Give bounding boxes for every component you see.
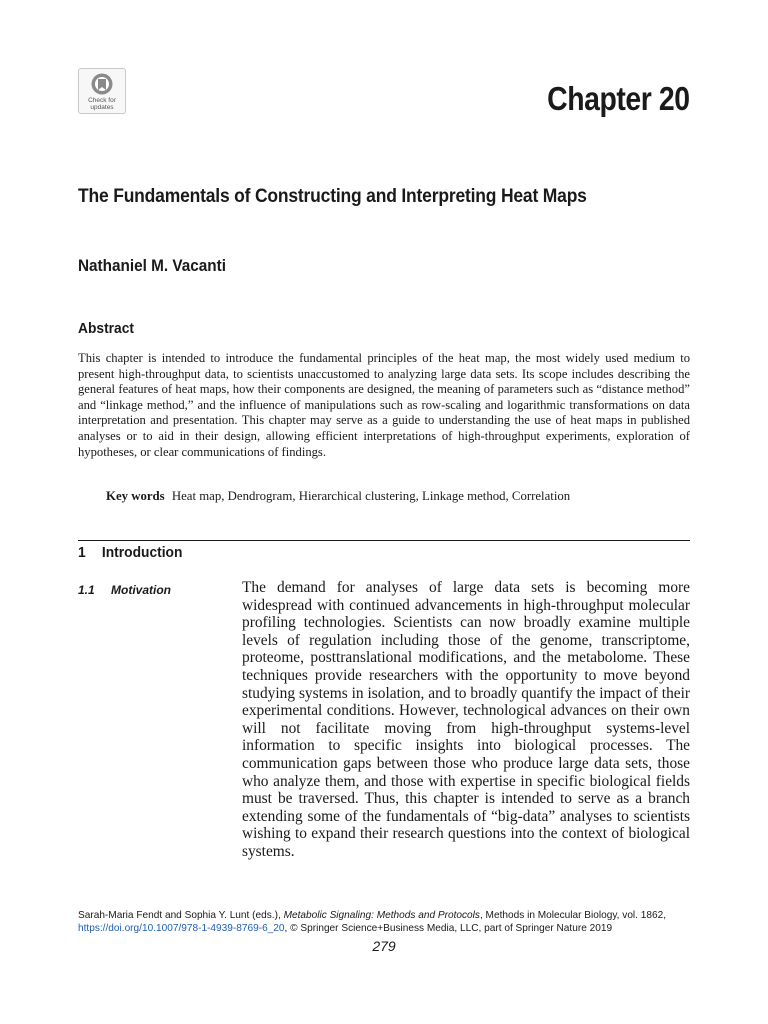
subsection-heading bbox=[78, 583, 171, 597]
footnote-publisher: , © Springer Science+Business Media, LLC, part of Springer Nature 2019 bbox=[284, 923, 613, 934]
page-number: 279 bbox=[372, 938, 396, 954]
footnote-editors: Sarah-Maria Fendt and Sophia Y. Lunt (eds.), bbox=[78, 910, 284, 921]
badge-text: Check for updates bbox=[88, 97, 116, 111]
keywords bbox=[106, 489, 706, 504]
abstract-heading: Abstract bbox=[78, 320, 134, 337]
keywords-label: Key words bbox=[106, 489, 165, 503]
bookmark-ring-icon bbox=[89, 72, 115, 96]
abstract-text: This chapter is intended to introduce the fundamental principles of the heat map, the most widely used medium to present high-throughput data, to scientists unaccustomed to analyzing large data sets. Its scope includes describing the general features of heat maps, how their components are designed, the meaning of parameters such as “distance method” and “linkage method,” and the influence of manipulations such as row-scaling and logarithmic transformations on data interpretation and presentation. This chapter may serve as a guide to understanding the use of heat maps in published analyses or to aid in their design, allowing efficient interpretations of high-throughput experiments, exploration of hypotheses, or clear communications of findings. bbox=[78, 351, 690, 459]
subsection-title: Motivation bbox=[111, 583, 171, 597]
section-rule bbox=[78, 540, 690, 541]
subsection-number: 1.1 bbox=[78, 583, 95, 597]
section-title: Introduction bbox=[101, 544, 183, 561]
chapter-title: The Fundamentals of Constructing and Interpreting Heat Maps bbox=[78, 186, 587, 207]
footnote-series: , Methods in Molecular Biology, vol. 1862, bbox=[479, 910, 667, 921]
doi-link[interactable]: https://doi.org/10.1007/978-1-4939-8769-6_20 bbox=[78, 923, 285, 934]
citation-footnote bbox=[78, 909, 698, 935]
author-name: Nathaniel M. Vacanti bbox=[78, 256, 226, 275]
section-heading bbox=[78, 544, 182, 561]
body-paragraph: The demand for analyses of large data sets is becoming more widespread with continued advancements in high-throughput molecular profiling technologies. Scientists can now broadly examine multiple levels of regulation including those of the genome, transcriptome, proteome, posttranslational modifications, and the metabolome. These techniques provide researchers with the opportunity to move beyond studying systems in isolation, and to broadly quantify the impact of their experimental conditions. However, technological advances on their own will not facilitate moving from high-throughput systems-level information to specific insights into biological processes. The communication gaps between those who produce large data sets, those who analyze them, and those with expertise in specific biological fields must be traversed. Thus, this chapter is intended to serve as a branch extending some of the fundamentals of “big-data” analyses to scientists wishing to expand their research questions into the context of biological systems. bbox=[242, 579, 690, 860]
chapter-label: Chapter 20 bbox=[547, 80, 690, 117]
section-number: 1 bbox=[78, 544, 86, 561]
check-for-updates-badge[interactable] bbox=[78, 68, 126, 114]
footnote-book-title: Metabolic Signaling: Methods and Protocols bbox=[283, 910, 480, 921]
keywords-text: Heat map, Dendrogram, Hierarchical clustering, Linkage method, Correlation bbox=[171, 489, 571, 503]
